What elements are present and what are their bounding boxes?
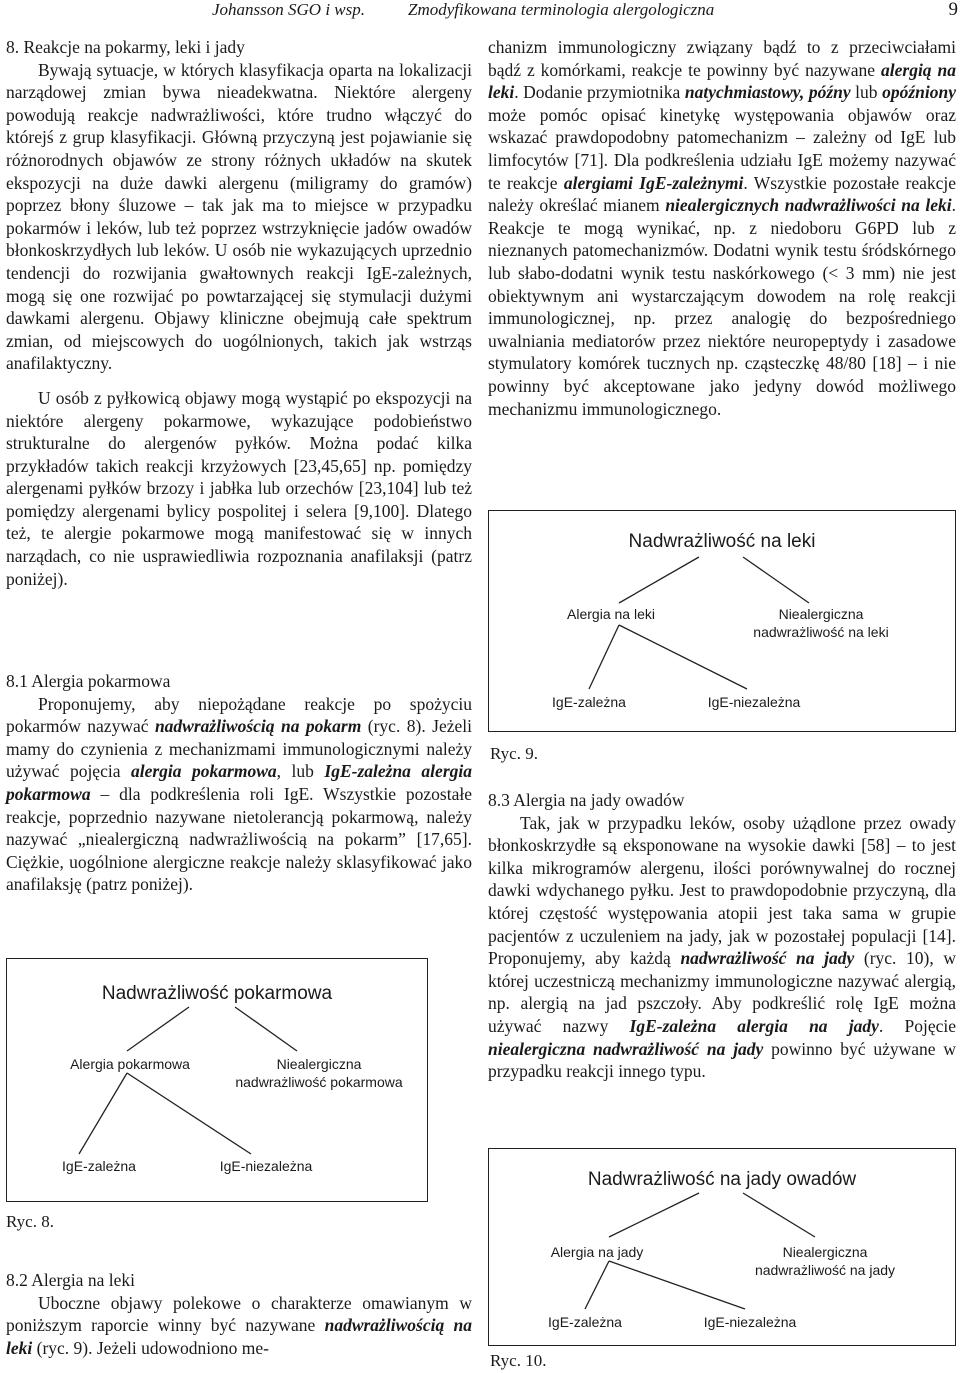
term-venom-hypersensitivity: nadwrażliwość na jady <box>680 948 855 969</box>
page-number: 9 <box>948 0 958 20</box>
section-8-1-paragraph: Proponujemy, aby niepożądane reakcje po spożyciu pokarmów nazywać nadwrażliwością na pokarm (ryc. 8). Jeżeli mamy do czynienia z mechanizmami immunologicznymi należy używać pojęcia alergia pokarmowa, lub IgE-zależna alergia pokarmowa – dla podkreślenia roli IgE. Wszystkie pozostałe reakcje, poprzednio nazywane nietolerancją pokarmową, należy nazywać „niealergiczną nadwrażliwością na pokarm” [17,65]. Ciężkie, uogólnione alergiczne reakcje należy sklasyfikować jako anafilaksję (patrz poniżej). <box>6 693 472 895</box>
term-immediate-late: natychmiastowy, późny <box>684 82 851 103</box>
term-drug-allergy: alergią na leki <box>488 59 956 103</box>
section-8-paragraph-1: Bywają sytuacje, w których klasyfikacja oparta na lokalizacji narządowej zmian bywa nieadekwatna. Niektóre alergeny powodują reakcje nadwrażliwości, które trudno włączyć do którejś z grup klasyfikacji. Główną przyczyną jest pojawianie się różnorodnych objawów ze strony różnych układów na skutek ekspozycji na duże dawki alergenu (miligramy do gramów) poprzez błony śluzowe – tak jak ma to miejsce w przypadku pokarmów i leków, lub też poprzez wstrzyknięcie jadów owadów błonkoskrzydłych lub leków. U osób nie wykazujących uprzednio tendencji do rozwijania gwałtownych reakcji IgE-zależnych, mogą się one rozwijać po powtarzającej się stymulacji dużymi dawkami alergenu. Objawy kliniczne obejmują całe spektrum zmian, od miejscowych do uogólnionych, takich jak wstrząs anafilaktyczny. <box>6 59 472 374</box>
section-8-1-heading: 8.1 Alergia pokarmowa <box>6 671 171 691</box>
term-food-allergy: alergia pokarmowa <box>130 761 277 782</box>
term-food-hypersensitivity: nadwrażliwością na pokarm <box>154 716 362 737</box>
section-8-heading: 8. Reakcje na pokarmy, leki i jady <box>6 37 245 57</box>
running-header <box>212 0 960 22</box>
figure-9-nonallergic-node: Niealergiczna nadwrażliwość na leki <box>753 606 889 640</box>
section-8-2-heading: 8.2 Alergia na leki <box>6 1270 135 1290</box>
section-8-1 <box>6 670 472 896</box>
figure-9-ige-independent: IgE-niezależna <box>707 694 801 710</box>
figure-9-allergy-node: Alergia na leki <box>567 606 655 622</box>
figure-8-diagram <box>6 958 428 1202</box>
term-delayed: opóźniony <box>882 82 956 103</box>
figure-10-ige-dependent: IgE-zależna <box>548 1314 622 1330</box>
figure-10-ige-independent: IgE-niezależna <box>703 1314 797 1330</box>
section-8-2-continued-paragraph: chanizm immunologiczny związany bądź to z przeciwciałami bądź z komórkami, reakcje te powinny być nazywane alergią na leki. Dodanie przymiotnika natychmiastowy, późny lub opóźniony może pomóc opisać kinetykę występowania objawów oraz wskazać prawdopodobny patomechanizm – zależny od IgE lub limfocytów [71]. Dla podkreślenia udziału IgE możemy nazywać te reakcje alergiami IgE-zależnymi. Wszystkie pozostałe reakcje należy określać mianem niealergicznych nadwrażliwości na leki. Reakcje te mogą wynikać, np. z niedoboru G6PD lub z nieznanych patomechanizmów. Dodatni wynik testu śródskórnego lub słabo-dodatni wynik testu naskórkowego (< 3 mm) nie jest obiektywnym ani wystarczającym dowodem na rolę reakcji immunologicznej, np. przez analogię do bezpośredniego uwalniania mediatorów przez niektóre neuropeptydy i zasadowe stymulatory komórek tucznych np. cząsteczkę 48/80 [18] – i nie powinny być akceptowane jako jedyny dowód możliwego mechanizmu immunologicznego. <box>488 37 957 419</box>
header-title: Zmodyfikowana terminologia alergologiczna <box>408 0 715 19</box>
header-authors: Johansson SGO i wsp. <box>212 0 366 19</box>
figure-8-ige-dependent: IgE-zależna <box>62 1158 136 1174</box>
section-8-3 <box>488 789 956 1083</box>
figure-9-title: Nadwrażliwość na leki <box>628 531 816 552</box>
term-nonallergic-venom-hypersensitivity: niealergiczna nadwrażliwość na jady <box>488 1038 764 1059</box>
figure-10-caption: Ryc. 10. <box>490 1351 547 1370</box>
figure-8-caption: Ryc. 8. <box>6 1212 54 1231</box>
figure-9-caption: Ryc. 9. <box>490 744 538 763</box>
section-8-2-paragraph: Uboczne objawy polekowe o charakterze omawianym w poniższym raporcie winny być nazywane nadwrażliwością na leki (ryc. 9). Jeżeli udowodniono me- <box>6 1292 472 1358</box>
figure-10-nonallergic-node: Niealergiczna nadwrażliwość na jady <box>754 1244 896 1278</box>
term-drug-hypersensitivity: nadwrażliwością na leki <box>6 1315 472 1358</box>
figure-10-diagram <box>488 1148 956 1346</box>
figure-8-nonallergic-node: Niealergiczna nadwrażliwość pokarmowa <box>235 1056 403 1090</box>
figure-9-diagram <box>488 510 956 732</box>
section-8-paragraph-2: U osób z pyłkowicą objawy mogą wystąpić po ekspozycji na niektóre alergeny pokarmowe, wykazujące podobieństwo strukturalne do alergenów pyłków. Można podać kilka przykładów takich reakcji krzyżowych [23,45,65] np. pomiędzy alergenami pyłków brzozy i jabłka lub orzechów [23,104] lub też pomiędzy alergenami bylicy pospolitej i selera [9,100]. Dlatego też, te alergie pokarmowe mogą manifestować się w innych narządach, co nie usprawiedliwia rozpoznania anafilaksji (patrz poniżej). <box>6 387 472 589</box>
term-nonallergic-drug-hypersensitivity: niealergicznych nadwrażliwości na leki <box>665 195 952 216</box>
figure-10-title: Nadwrażliwość na jady owadów <box>587 1169 857 1190</box>
section-8-3-heading: 8.3 Alergia na jady owadów <box>488 790 685 810</box>
figure-9-ige-dependent: IgE-zależna <box>552 694 626 710</box>
term-ige-allergies: alergiami IgE-zależnymi <box>563 172 744 193</box>
figure-8-allergy-node: Alergia pokarmowa <box>70 1056 190 1072</box>
section-8 <box>6 36 472 590</box>
figure-8-ige-independent: IgE-niezależna <box>219 1158 313 1174</box>
section-8-2 <box>6 1269 472 1359</box>
figure-8-title: Nadwrażliwość pokarmowa <box>101 983 333 1004</box>
section-8-2-continued <box>488 36 956 420</box>
term-ige-venom-allergy: IgE-zależna alergia na jady <box>629 1015 879 1036</box>
section-8-3-paragraph: Tak, jak w przypadku leków, osoby użądlone przez owady błonkoskrzydłe są eksponowane na wysokie dawki [58] – to jest kilka mikrogramów alergenu, ilości porównywalnej do rocznej dawki wdychanego pyłku. Jest to prawdopodobnie przyczyną, dla której częstość występowania atopii jest taka sama w grupie pacjentów z uczuleniem na jady, jak w pozostałej populacji [14]. Proponujemy, aby każdą nadwrażliwość na jady (ryc. 10), w której uczestniczą mechanizmy immunologiczne nazywać alergią, np. alergią na jad pszczoły. Aby podkreślić rolę IgE można używać nazwy IgE-zależna alergia na jady. Pojęcie niealergiczna nadwrażliwość na jady powinno być używane w przypadku reakcji innego typu. <box>488 812 956 1082</box>
term-ige-food-allergy: IgE-zależna alergia pokarmowa <box>6 761 472 804</box>
figure-10-allergy-node: Alergia na jady <box>550 1244 644 1260</box>
